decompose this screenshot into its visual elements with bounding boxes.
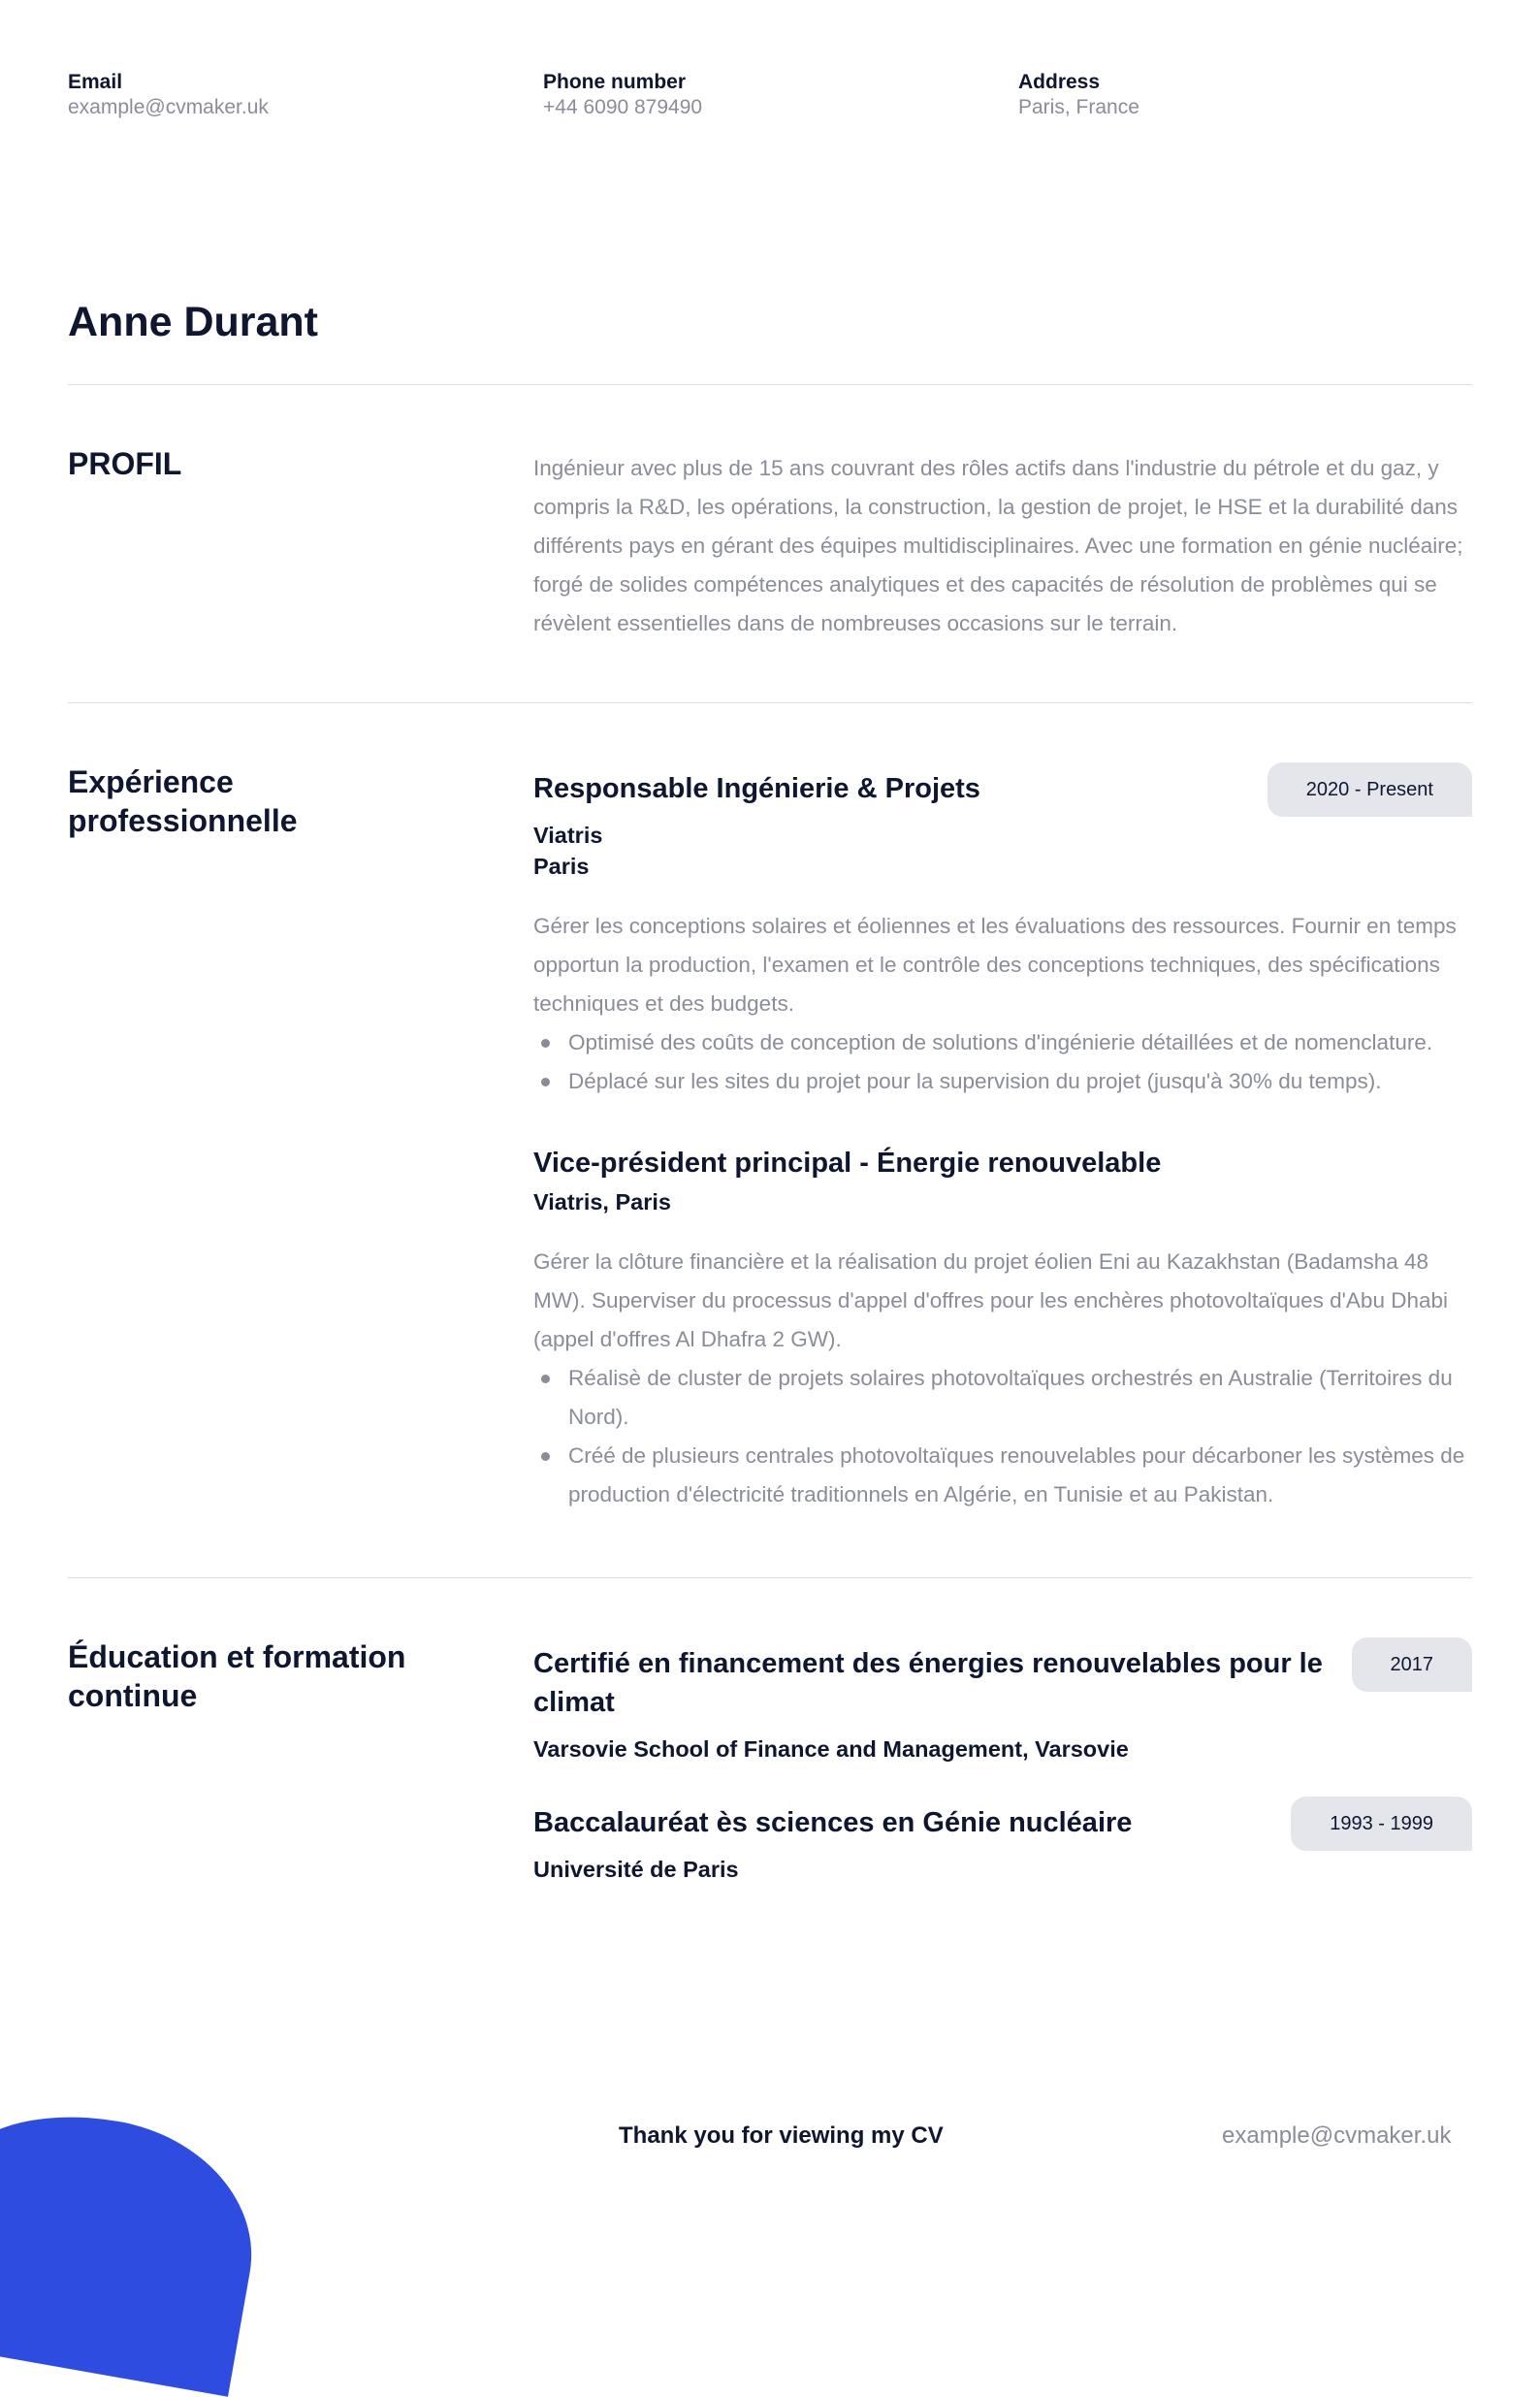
job-entry (533, 769, 1472, 1101)
job-title: Responsable Ingénierie & Projets (533, 773, 980, 804)
job-entry (533, 1144, 1472, 1514)
job-title: Vice-président principal - Énergie renouvelable (533, 1148, 1162, 1179)
education-entry (533, 1644, 1472, 1765)
job-date-badge: 2020 - Present (1267, 762, 1472, 817)
contact-email (68, 70, 269, 120)
email-label: Email (68, 71, 123, 93)
phone-label: Phone number (543, 71, 687, 93)
job-description: Gérer les conceptions solaires et éoliennes et les évaluations des ressources. Fournir en temps opportun la production, l'examen et le contrôle des conceptions techniques, des spécifications techniques et des budgets. (533, 914, 1457, 1016)
experience-section-title: Expérience professionnelle (68, 764, 298, 838)
profile-section-title: PROFIL (68, 446, 182, 481)
profile-text: Ingénieur avec plus de 15 ans couvrant des rôles actifs dans l'industrie du pétrole et du gaz, y compris la R&D, les opérations, la construction, la gestion de projet, le HSE et la durabilité dans différents pays en gérant des équipes multidisciplinaires. Avec une formation en génie nucléaire; forgé de solides compétences analytiques et des capacités de résolution de problèmes qui se révèlent essentielles dans de nombreuses occasions sur le terrain. (533, 456, 1463, 635)
job-bullet-list (533, 1023, 1472, 1101)
address-label: Address (1018, 71, 1101, 93)
contact-phone (543, 70, 702, 120)
job-company: Viatris (533, 823, 603, 848)
education-date-badge: 1993 - 1999 (1291, 1797, 1472, 1851)
job-bullet: Optimisé des coûts de conception de solutions d'ingénierie détaillées et de nomenclature. (533, 1023, 1472, 1062)
education-date-badge: 2017 (1352, 1637, 1473, 1692)
email-value[interactable]: example@cvmaker.uk (68, 96, 269, 118)
education-section-title: Éducation et formation continue (68, 1639, 406, 1713)
divider (68, 384, 1472, 385)
divider (68, 1577, 1472, 1578)
job-bullet: Réalisè de cluster de projets solaires photovoltaïques orchestrés en Australie (Territoires du Nord). (533, 1359, 1472, 1437)
job-description: Gérer la clôture financière et la réalisation du projet éolien Eni au Kazakhstan (Badamsha 48 MW). Superviser du processus d'appel d'offres pour les enchères photovoltaïques d'Abu Dhabi (appel d'offres Al Dhafra 2 GW). (533, 1249, 1449, 1351)
phone-value[interactable]: +44 6090 879490 (543, 96, 703, 118)
candidate-name: Anne Durant (68, 299, 318, 345)
job-bullet: Déplacé sur les sites du projet pour la supervision du projet (jusqu'à 30% du temps). (533, 1062, 1472, 1101)
job-company-location: Viatris, Paris (533, 1189, 671, 1215)
education-school: Varsovie School of Finance and Management, Varsovie (533, 1736, 1129, 1762)
profile-section-body (533, 449, 1472, 643)
education-entry (533, 1803, 1472, 1885)
footer-decorative-shape (0, 2094, 272, 2397)
education-school: Université de Paris (533, 1857, 739, 1882)
footer-thanks-text: Thank you for viewing my CV (619, 2122, 944, 2149)
education-title: Certifié en financement des énergies renouvelables pour le climat (533, 1648, 1323, 1718)
job-bullet-list (533, 1359, 1472, 1514)
contact-bar (68, 70, 1472, 128)
divider (68, 702, 1472, 703)
address-value: Paris, France (1018, 96, 1139, 118)
education-title: Baccalauréat ès sciences en Génie nucléaire (533, 1807, 1133, 1838)
job-bullet: Créé de plusieurs centrales photovoltaïques renouvelables pour décarboner les systèmes de production d'électricité traditionnels en Algérie, en Tunisie et au Pakistan. (533, 1437, 1472, 1514)
footer-email[interactable]: example@cvmaker.uk (1222, 2122, 1452, 2149)
job-location: Paris (533, 854, 590, 879)
contact-address (1018, 70, 1139, 120)
